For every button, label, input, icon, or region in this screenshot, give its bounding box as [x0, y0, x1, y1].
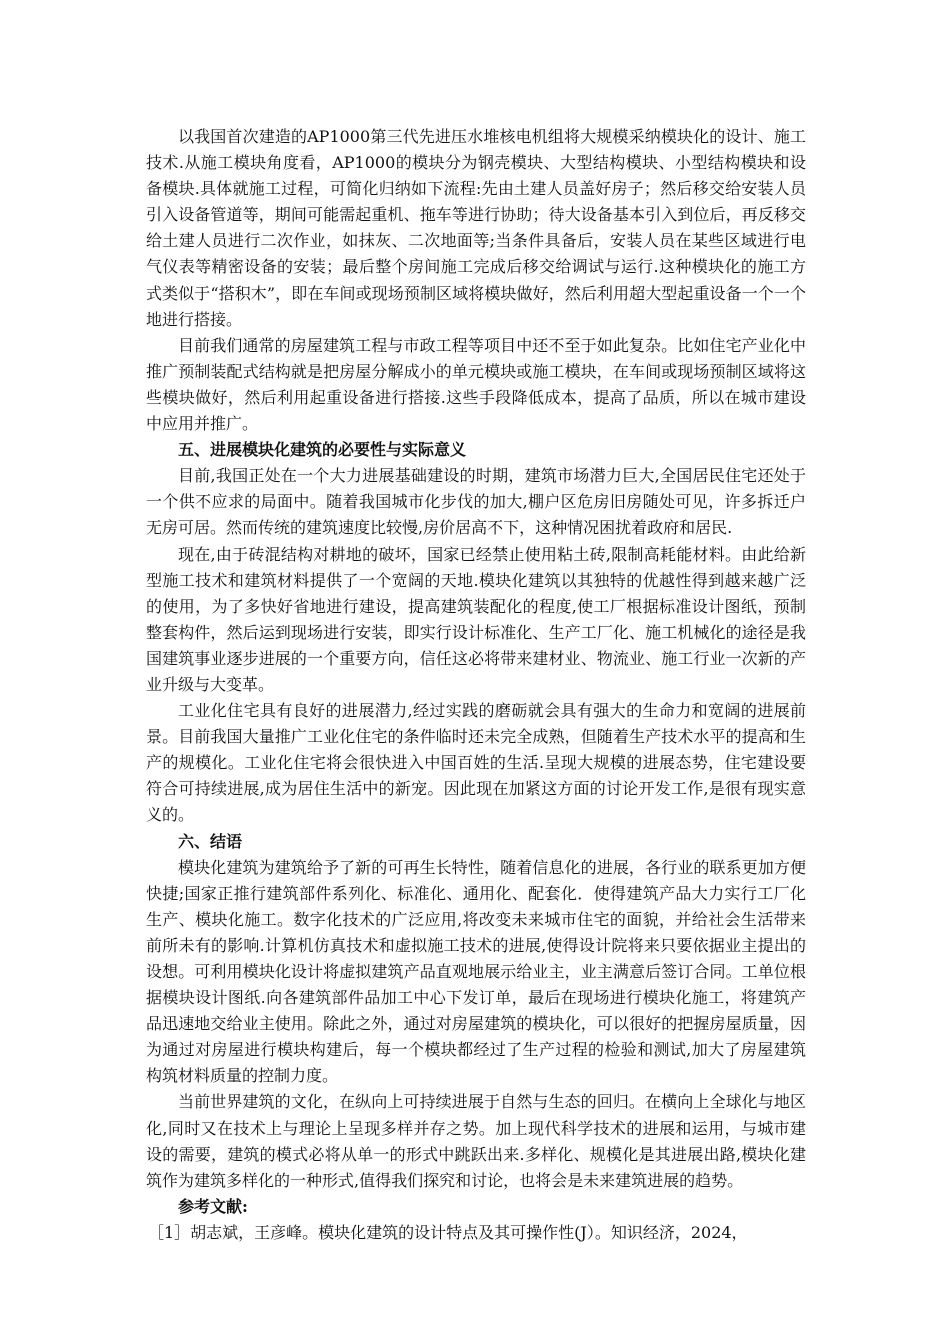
- paragraph-industrial-housing: 工业化住宅具有良好的进展潜力,经过实践的磨砺就会具有强大的生命力和宽阔的进展前景。目前我国大量推广工业化住宅的条件临时还未完全成熟，但随着生产技术水平的提高和生产的规模化。工业化住宅将会很快进入中国百姓的生活.呈现大规模的进展态势，住宅建设要符合可持续进展,成为居住生活中的新宠。因此现在加紧这方面的讨论开发工作,是很有现实意义的。: [146, 701, 806, 825]
- paragraph-new-materials: 现在,由于砖混结构对耕地的破坏，国家已经禁止使用粘土砖,限制高耗能材料。由此给新型施工技术和建筑材料提供了一个宽阔的天地.模块化建筑以其独特的优越性得到越来越广泛的使用，为了多快好省地进行建设，提高建筑装配化的程度,使工厂根据标准设计图纸，预制整套构件，然后运到现场进行安装，即实行设计标准化、生产工厂化、施工机械化的途径是我国建筑事业逐步进展的一个重要方向，信任这必将带来建材业、物流业、施工行业一次新的产业升级与大变革。: [146, 544, 806, 694]
- section-heading-6: 六、结语: [178, 831, 243, 851]
- references-heading: 参考文献:: [178, 1196, 248, 1216]
- paragraph-ap1000-modules: 以我国首次建造的AP1000第三代先进压水堆核电机组将大规模采纳模块化的设计、施工技术.从施工模块角度看，AP1000的模块分为钢壳模块、大型结构模块、小型结构模块和设备模块.具体就施工过程，可简化归纳如下流程:先由土建人员盖好房子；然后移交给安装人员引入设备管道等，期间可能需起重机、拖车等进行协助；待大设备基本引入到位后，再反移交给土建人员进行二次作业，如抹灰、二次地面等;当条件具备后，安装人员在某些区域进行电气仪表等精密设备的安装；最后整个房间施工完成后移交给调试与运行.这种模块化的施工方式类似于“搭积木”，即在车间或现场预制区域将模块做好，然后利用超大型起重设备一个一个地进行搭接。: [146, 127, 806, 329]
- document-page: [146, 124, 806, 1246]
- paragraph-infrastructure: 目前,我国正处在一个大力进展基础建设的时期，建筑市场潜力巨大,全国居民住宅还处于一个供不应求的局面中。随着我国城市化步伐的加大,棚户区危房旧房随处可见，许多拆迁户无房可居。然而传统的建筑速度比较慢,房价居高不下，这种情况困扰着政府和居民.: [146, 466, 806, 538]
- paragraph-conclusion-2: 当前世界建筑的文化，在纵向上可持续进展于自然与生态的回归。在横向上全球化与地区化,同时又在技术上与理论上呈现多样并存之势。加上现代科学技术的进展和运用，与城市建设的需要，建筑的模式必将从单一的形式中跳跃出来.多样化、规模化是其进展出路,模块化建筑作为建筑多样化的一种形式,值得我们探究和讨论，也将会是未来建筑进展的趋势。: [146, 1092, 806, 1190]
- paragraph-conclusion-1: 模块化建筑为建筑给予了新的可再生长特性，随着信息化的进展，各行业的联系更加方便快捷;国家正推行建筑部件系列化、标准化、通用化、配套化．使得建筑产品大力实行工厂化生产、模块化施工。数字化技术的广泛应用,将改变未来城市住宅的面貌，并给社会生活带来前所未有的影响.计算机仿真技术和虚拟施工技术的进展,使得设计院将来只要依据业主提出的设想。可利用模块化设计将虚拟建筑产品直观地展示给业主，业主满意后签订合同。工单位根据模块设计图纸.向各建筑部件品加工中心下发订单，最后在现场进行模块化施工，将建筑产品迅速地交给业主使用。除此之外，通过对房屋建筑的模块化，可以很好的把握房屋质量，因为通过对房屋进行模块构建后，每一个模块都经过了生产过程的检验和测试,加大了房屋建筑构筑材料质量的控制力度。: [146, 857, 806, 1086]
- section-heading-5: 五、进展模块化建筑的必要性与实际意义: [178, 440, 467, 460]
- reference-item-1: ［1］胡志斌，王彦峰。模块化建筑的设计特点及其可操作性(J）。知识经济，2024，: [148, 1222, 748, 1242]
- paragraph-housing-engineering: 目前我们通常的房屋建筑工程与市政工程等项目中还不至于如此复杂。比如住宅产业化中推广预制装配式结构就是把房屋分解成小的单元模块或施工模块，在车间或现场预制区域将这些模块做好，然后利用起重设备进行搭接.这些手段降低成本，提高了品质，所以在城市建设中应用并推广。: [146, 335, 806, 434]
